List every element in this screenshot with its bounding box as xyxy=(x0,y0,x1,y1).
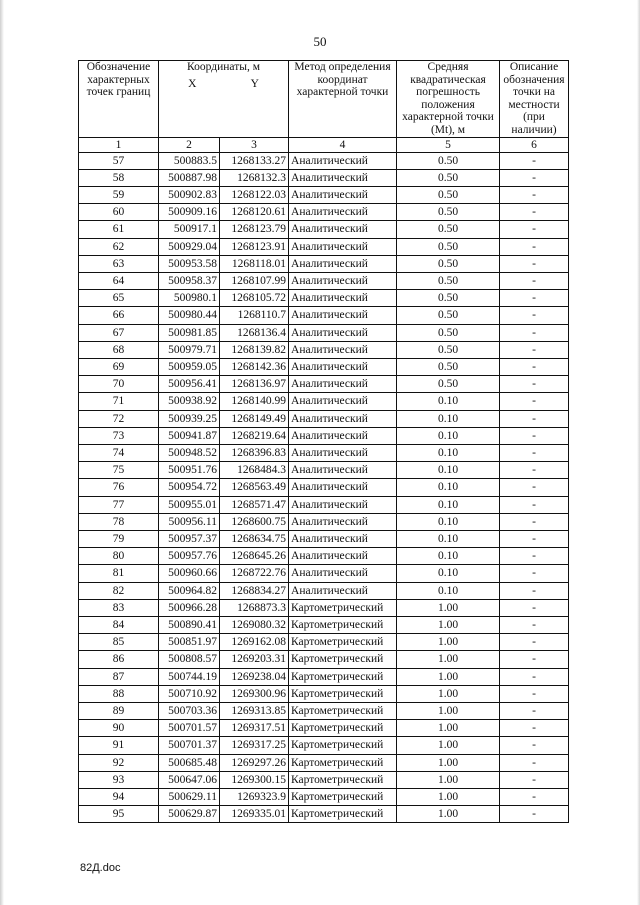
description-cell: - xyxy=(500,462,569,479)
y-coordinate-cell: 1268133.27 xyxy=(220,152,289,169)
column-number: 1 xyxy=(79,137,159,152)
description-cell: - xyxy=(500,221,569,238)
method-cell: Аналитический xyxy=(289,393,397,410)
table-row xyxy=(79,427,569,444)
table-row xyxy=(79,513,569,530)
error-cell: 0.10 xyxy=(397,548,500,565)
error-cell: 1.00 xyxy=(397,771,500,788)
x-coordinate-cell: 500939.25 xyxy=(159,410,220,427)
x-coordinate-cell: 500957.76 xyxy=(159,548,220,565)
description-cell: - xyxy=(500,445,569,462)
error-cell: 0.10 xyxy=(397,410,500,427)
table-row xyxy=(79,186,569,203)
error-cell: 1.00 xyxy=(397,685,500,702)
description-cell: - xyxy=(500,393,569,410)
x-coordinate-cell: 500887.98 xyxy=(159,169,220,186)
table-row xyxy=(79,737,569,754)
method-cell: Картометрический xyxy=(289,668,397,685)
error-cell: 0.10 xyxy=(397,393,500,410)
x-coordinate-cell: 500902.83 xyxy=(159,186,220,203)
error-cell: 1.00 xyxy=(397,599,500,616)
table-row xyxy=(79,720,569,737)
x-coordinate-cell: 500629.87 xyxy=(159,806,220,823)
description-cell: - xyxy=(500,496,569,513)
description-cell: - xyxy=(500,513,569,530)
table-row xyxy=(79,393,569,410)
method-cell: Аналитический xyxy=(289,513,397,530)
x-coordinate-cell: 500955.01 xyxy=(159,496,220,513)
error-cell: 0.50 xyxy=(397,255,500,272)
table-row xyxy=(79,565,569,582)
description-cell: - xyxy=(500,582,569,599)
error-cell: 1.00 xyxy=(397,617,500,634)
error-cell: 1.00 xyxy=(397,703,500,720)
description-cell: - xyxy=(500,685,569,702)
y-coordinate-cell: 1268149.49 xyxy=(220,410,289,427)
x-coordinate-cell: 500710.92 xyxy=(159,685,220,702)
description-cell: - xyxy=(500,789,569,806)
description-cell: - xyxy=(500,307,569,324)
point-number-cell: 68 xyxy=(79,341,159,358)
x-coordinate-cell: 500957.37 xyxy=(159,531,220,548)
y-coordinate-cell: 1269323.9 xyxy=(220,789,289,806)
error-cell: 0.50 xyxy=(397,376,500,393)
point-number-cell: 77 xyxy=(79,496,159,513)
description-cell: - xyxy=(500,737,569,754)
description-cell: - xyxy=(500,651,569,668)
error-cell: 0.50 xyxy=(397,152,500,169)
error-cell: 0.10 xyxy=(397,427,500,444)
method-cell: Картометрический xyxy=(289,703,397,720)
y-coordinate-cell: 1269317.51 xyxy=(220,720,289,737)
y-coordinate-cell: 1268136.97 xyxy=(220,376,289,393)
table-row xyxy=(79,238,569,255)
x-coordinate-cell: 500960.66 xyxy=(159,565,220,582)
point-number-cell: 59 xyxy=(79,186,159,203)
table-row xyxy=(79,806,569,823)
point-number-cell: 69 xyxy=(79,359,159,376)
y-coordinate-cell: 1269297.26 xyxy=(220,754,289,771)
x-coordinate-cell: 500941.87 xyxy=(159,427,220,444)
error-cell: 0.10 xyxy=(397,513,500,530)
error-cell: 0.50 xyxy=(397,272,500,289)
method-cell: Аналитический xyxy=(289,410,397,427)
error-cell: 1.00 xyxy=(397,737,500,754)
point-number-cell: 92 xyxy=(79,754,159,771)
point-number-cell: 87 xyxy=(79,668,159,685)
y-coordinate-cell: 1268110.7 xyxy=(220,307,289,324)
scan-edge-left xyxy=(0,0,4,905)
point-number-cell: 90 xyxy=(79,720,159,737)
point-number-cell: 89 xyxy=(79,703,159,720)
table-row xyxy=(79,548,569,565)
table-row xyxy=(79,754,569,771)
error-cell: 0.10 xyxy=(397,531,500,548)
description-cell: - xyxy=(500,341,569,358)
x-coordinate-cell: 500685.48 xyxy=(159,754,220,771)
method-cell: Картометрический xyxy=(289,754,397,771)
description-cell: - xyxy=(500,169,569,186)
table-row xyxy=(79,582,569,599)
x-coordinate-cell: 500981.85 xyxy=(159,324,220,341)
point-number-cell: 60 xyxy=(79,204,159,221)
point-number-cell: 72 xyxy=(79,410,159,427)
header-method: Метод определения координат характерной точки xyxy=(289,61,397,138)
x-coordinate-cell: 500979.71 xyxy=(159,341,220,358)
point-number-cell: 94 xyxy=(79,789,159,806)
point-number-cell: 62 xyxy=(79,238,159,255)
description-cell: - xyxy=(500,152,569,169)
method-cell: Аналитический xyxy=(289,324,397,341)
header-coordinates-group: Координаты, м xyxy=(187,61,260,73)
method-cell: Аналитический xyxy=(289,565,397,582)
header-x: X xyxy=(188,77,197,90)
point-number-cell: 81 xyxy=(79,565,159,582)
point-number-cell: 71 xyxy=(79,393,159,410)
header-point-label: Обозначение характерных точек границ xyxy=(79,61,159,138)
y-coordinate-cell: 1268142.36 xyxy=(220,359,289,376)
error-cell: 1.00 xyxy=(397,668,500,685)
method-cell: Аналитический xyxy=(289,445,397,462)
table-row xyxy=(79,479,569,496)
table-row xyxy=(79,651,569,668)
method-cell: Картометрический xyxy=(289,720,397,737)
x-coordinate-cell: 500938.92 xyxy=(159,393,220,410)
error-cell: 1.00 xyxy=(397,651,500,668)
point-number-cell: 58 xyxy=(79,169,159,186)
point-number-cell: 73 xyxy=(79,427,159,444)
description-cell: - xyxy=(500,703,569,720)
column-number: 5 xyxy=(397,137,500,152)
point-number-cell: 93 xyxy=(79,771,159,788)
table-row xyxy=(79,703,569,720)
method-cell: Картометрический xyxy=(289,806,397,823)
method-cell: Картометрический xyxy=(289,771,397,788)
point-number-cell: 88 xyxy=(79,685,159,702)
description-cell: - xyxy=(500,617,569,634)
method-cell: Картометрический xyxy=(289,651,397,668)
description-cell: - xyxy=(500,290,569,307)
column-number: 3 xyxy=(220,137,289,152)
description-cell: - xyxy=(500,238,569,255)
table-row xyxy=(79,531,569,548)
method-cell: Картометрический xyxy=(289,789,397,806)
point-number-cell: 78 xyxy=(79,513,159,530)
table-row xyxy=(79,169,569,186)
description-cell: - xyxy=(500,531,569,548)
x-coordinate-cell: 500703.36 xyxy=(159,703,220,720)
y-coordinate-cell: 1268219.64 xyxy=(220,427,289,444)
y-coordinate-cell: 1269162.08 xyxy=(220,634,289,651)
error-cell: 0.50 xyxy=(397,307,500,324)
column-number-row xyxy=(79,137,569,152)
error-cell: 0.50 xyxy=(397,186,500,203)
method-cell: Аналитический xyxy=(289,548,397,565)
point-number-cell: 91 xyxy=(79,737,159,754)
description-cell: - xyxy=(500,754,569,771)
method-cell: Аналитический xyxy=(289,531,397,548)
method-cell: Аналитический xyxy=(289,204,397,221)
error-cell: 0.50 xyxy=(397,359,500,376)
header-description: Описание обозначения точки на местности (при наличии) xyxy=(500,61,569,138)
method-cell: Картометрический xyxy=(289,617,397,634)
description-cell: - xyxy=(500,720,569,737)
y-coordinate-cell: 1269203.31 xyxy=(220,651,289,668)
y-coordinate-cell: 1268139.82 xyxy=(220,341,289,358)
column-number: 2 xyxy=(159,137,220,152)
column-number: 4 xyxy=(289,137,397,152)
error-cell: 0.50 xyxy=(397,238,500,255)
table-row xyxy=(79,307,569,324)
method-cell: Аналитический xyxy=(289,221,397,238)
x-coordinate-cell: 500951.76 xyxy=(159,462,220,479)
error-cell: 0.50 xyxy=(397,341,500,358)
error-cell: 0.50 xyxy=(397,324,500,341)
method-cell: Картометрический xyxy=(289,685,397,702)
x-coordinate-cell: 500647.06 xyxy=(159,771,220,788)
y-coordinate-cell: 1268123.91 xyxy=(220,238,289,255)
point-number-cell: 67 xyxy=(79,324,159,341)
table-row xyxy=(79,272,569,289)
method-cell: Аналитический xyxy=(289,462,397,479)
y-coordinate-cell: 1269317.25 xyxy=(220,737,289,754)
error-cell: 1.00 xyxy=(397,634,500,651)
x-coordinate-cell: 500959.05 xyxy=(159,359,220,376)
y-coordinate-cell: 1269313.85 xyxy=(220,703,289,720)
table-row xyxy=(79,255,569,272)
description-cell: - xyxy=(500,548,569,565)
method-cell: Аналитический xyxy=(289,255,397,272)
table-header xyxy=(79,61,569,153)
y-coordinate-cell: 1268645.26 xyxy=(220,548,289,565)
x-coordinate-cell: 500851.97 xyxy=(159,634,220,651)
x-coordinate-cell: 500956.11 xyxy=(159,513,220,530)
method-cell: Аналитический xyxy=(289,359,397,376)
column-number: 6 xyxy=(500,137,569,152)
table-row xyxy=(79,341,569,358)
y-coordinate-cell: 1268873.3 xyxy=(220,599,289,616)
point-number-cell: 82 xyxy=(79,582,159,599)
point-number-cell: 63 xyxy=(79,255,159,272)
y-coordinate-cell: 1268122.03 xyxy=(220,186,289,203)
method-cell: Картометрический xyxy=(289,737,397,754)
x-coordinate-cell: 500883.5 xyxy=(159,152,220,169)
table-row xyxy=(79,496,569,513)
x-coordinate-cell: 500954.72 xyxy=(159,479,220,496)
table-row xyxy=(79,599,569,616)
description-cell: - xyxy=(500,324,569,341)
y-coordinate-cell: 1268396.83 xyxy=(220,445,289,462)
x-coordinate-cell: 500953.58 xyxy=(159,255,220,272)
table-row xyxy=(79,359,569,376)
point-number-cell: 75 xyxy=(79,462,159,479)
point-number-cell: 85 xyxy=(79,634,159,651)
y-coordinate-cell: 1268120.61 xyxy=(220,204,289,221)
x-coordinate-cell: 500980.44 xyxy=(159,307,220,324)
point-number-cell: 84 xyxy=(79,617,159,634)
error-cell: 0.50 xyxy=(397,204,500,221)
y-coordinate-cell: 1269300.96 xyxy=(220,685,289,702)
table-row xyxy=(79,634,569,651)
description-cell: - xyxy=(500,410,569,427)
point-number-cell: 79 xyxy=(79,531,159,548)
table-body xyxy=(79,152,569,823)
method-cell: Аналитический xyxy=(289,376,397,393)
table-row xyxy=(79,771,569,788)
page-number: 50 xyxy=(313,34,327,49)
y-coordinate-cell: 1268140.99 xyxy=(220,393,289,410)
point-number-cell: 76 xyxy=(79,479,159,496)
error-cell: 1.00 xyxy=(397,789,500,806)
y-coordinate-cell: 1268571.47 xyxy=(220,496,289,513)
error-cell: 0.10 xyxy=(397,496,500,513)
x-coordinate-cell: 500909.16 xyxy=(159,204,220,221)
description-cell: - xyxy=(500,427,569,444)
point-number-cell: 70 xyxy=(79,376,159,393)
x-coordinate-cell: 500629.11 xyxy=(159,789,220,806)
header-coordinates-sub xyxy=(161,78,286,91)
table-row xyxy=(79,324,569,341)
point-number-cell: 61 xyxy=(79,221,159,238)
y-coordinate-cell: 1268600.75 xyxy=(220,513,289,530)
x-coordinate-cell: 500948.52 xyxy=(159,445,220,462)
description-cell: - xyxy=(500,272,569,289)
point-number-cell: 57 xyxy=(79,152,159,169)
error-cell: 0.10 xyxy=(397,582,500,599)
method-cell: Аналитический xyxy=(289,152,397,169)
y-coordinate-cell: 1269300.15 xyxy=(220,771,289,788)
table-row xyxy=(79,152,569,169)
x-coordinate-cell: 500701.57 xyxy=(159,720,220,737)
table-row xyxy=(79,462,569,479)
x-coordinate-cell: 500890.41 xyxy=(159,617,220,634)
point-number-cell: 80 xyxy=(79,548,159,565)
y-coordinate-cell: 1268722.76 xyxy=(220,565,289,582)
description-cell: - xyxy=(500,204,569,221)
y-coordinate-cell: 1268834.27 xyxy=(220,582,289,599)
table-row xyxy=(79,685,569,702)
description-cell: - xyxy=(500,771,569,788)
description-cell: - xyxy=(500,599,569,616)
footer-filename: 82Д.doc xyxy=(80,862,121,874)
x-coordinate-cell: 500917.1 xyxy=(159,221,220,238)
point-number-cell: 64 xyxy=(79,272,159,289)
x-coordinate-cell: 500958.37 xyxy=(159,272,220,289)
description-cell: - xyxy=(500,806,569,823)
description-cell: - xyxy=(500,255,569,272)
method-cell: Картометрический xyxy=(289,599,397,616)
x-coordinate-cell: 500701.37 xyxy=(159,737,220,754)
table-row xyxy=(79,617,569,634)
x-coordinate-cell: 500966.28 xyxy=(159,599,220,616)
method-cell: Аналитический xyxy=(289,496,397,513)
point-number-cell: 86 xyxy=(79,651,159,668)
header-y: Y xyxy=(250,77,259,90)
table-row xyxy=(79,445,569,462)
description-cell: - xyxy=(500,668,569,685)
error-cell: 0.10 xyxy=(397,479,500,496)
method-cell: Картометрический xyxy=(289,634,397,651)
table-row xyxy=(79,204,569,221)
x-coordinate-cell: 500929.04 xyxy=(159,238,220,255)
point-number-cell: 83 xyxy=(79,599,159,616)
x-coordinate-cell: 500808.57 xyxy=(159,651,220,668)
error-cell: 1.00 xyxy=(397,806,500,823)
method-cell: Аналитический xyxy=(289,427,397,444)
table-row xyxy=(79,410,569,427)
y-coordinate-cell: 1268132.3 xyxy=(220,169,289,186)
method-cell: Аналитический xyxy=(289,238,397,255)
y-coordinate-cell: 1268107.99 xyxy=(220,272,289,289)
description-cell: - xyxy=(500,565,569,582)
table-row xyxy=(79,376,569,393)
method-cell: Аналитический xyxy=(289,186,397,203)
x-coordinate-cell: 500980.1 xyxy=(159,290,220,307)
point-number-cell: 95 xyxy=(79,806,159,823)
point-number-cell: 74 xyxy=(79,445,159,462)
y-coordinate-cell: 1268563.49 xyxy=(220,479,289,496)
table-row xyxy=(79,290,569,307)
description-cell: - xyxy=(500,479,569,496)
error-cell: 0.10 xyxy=(397,445,500,462)
y-coordinate-cell: 1268123.79 xyxy=(220,221,289,238)
method-cell: Аналитический xyxy=(289,272,397,289)
method-cell: Аналитический xyxy=(289,169,397,186)
coordinates-table xyxy=(78,60,569,823)
x-coordinate-cell: 500956.41 xyxy=(159,376,220,393)
y-coordinate-cell: 1269080.32 xyxy=(220,617,289,634)
y-coordinate-cell: 1268118.01 xyxy=(220,255,289,272)
point-number-cell: 65 xyxy=(79,290,159,307)
y-coordinate-cell: 1269335.01 xyxy=(220,806,289,823)
table-row xyxy=(79,668,569,685)
description-cell: - xyxy=(500,359,569,376)
y-coordinate-cell: 1268105.72 xyxy=(220,290,289,307)
y-coordinate-cell: 1268136.4 xyxy=(220,324,289,341)
error-cell: 0.10 xyxy=(397,565,500,582)
table-row xyxy=(79,789,569,806)
error-cell: 0.50 xyxy=(397,290,500,307)
error-cell: 1.00 xyxy=(397,720,500,737)
y-coordinate-cell: 1269238.04 xyxy=(220,668,289,685)
error-cell: 0.50 xyxy=(397,169,500,186)
description-cell: - xyxy=(500,186,569,203)
x-coordinate-cell: 500964.82 xyxy=(159,582,220,599)
table-row xyxy=(79,221,569,238)
y-coordinate-cell: 1268484.3 xyxy=(220,462,289,479)
header-coordinates xyxy=(159,61,289,138)
method-cell: Аналитический xyxy=(289,290,397,307)
method-cell: Аналитический xyxy=(289,341,397,358)
error-cell: 0.10 xyxy=(397,462,500,479)
point-number-cell: 66 xyxy=(79,307,159,324)
method-cell: Аналитический xyxy=(289,307,397,324)
method-cell: Аналитический xyxy=(289,479,397,496)
error-cell: 1.00 xyxy=(397,754,500,771)
header-error: Средняя квадратическая погрешность положения характерной точки (Mt), м xyxy=(397,61,500,138)
y-coordinate-cell: 1268634.75 xyxy=(220,531,289,548)
description-cell: - xyxy=(500,376,569,393)
description-cell: - xyxy=(500,634,569,651)
x-coordinate-cell: 500744.19 xyxy=(159,668,220,685)
error-cell: 0.50 xyxy=(397,221,500,238)
method-cell: Аналитический xyxy=(289,582,397,599)
